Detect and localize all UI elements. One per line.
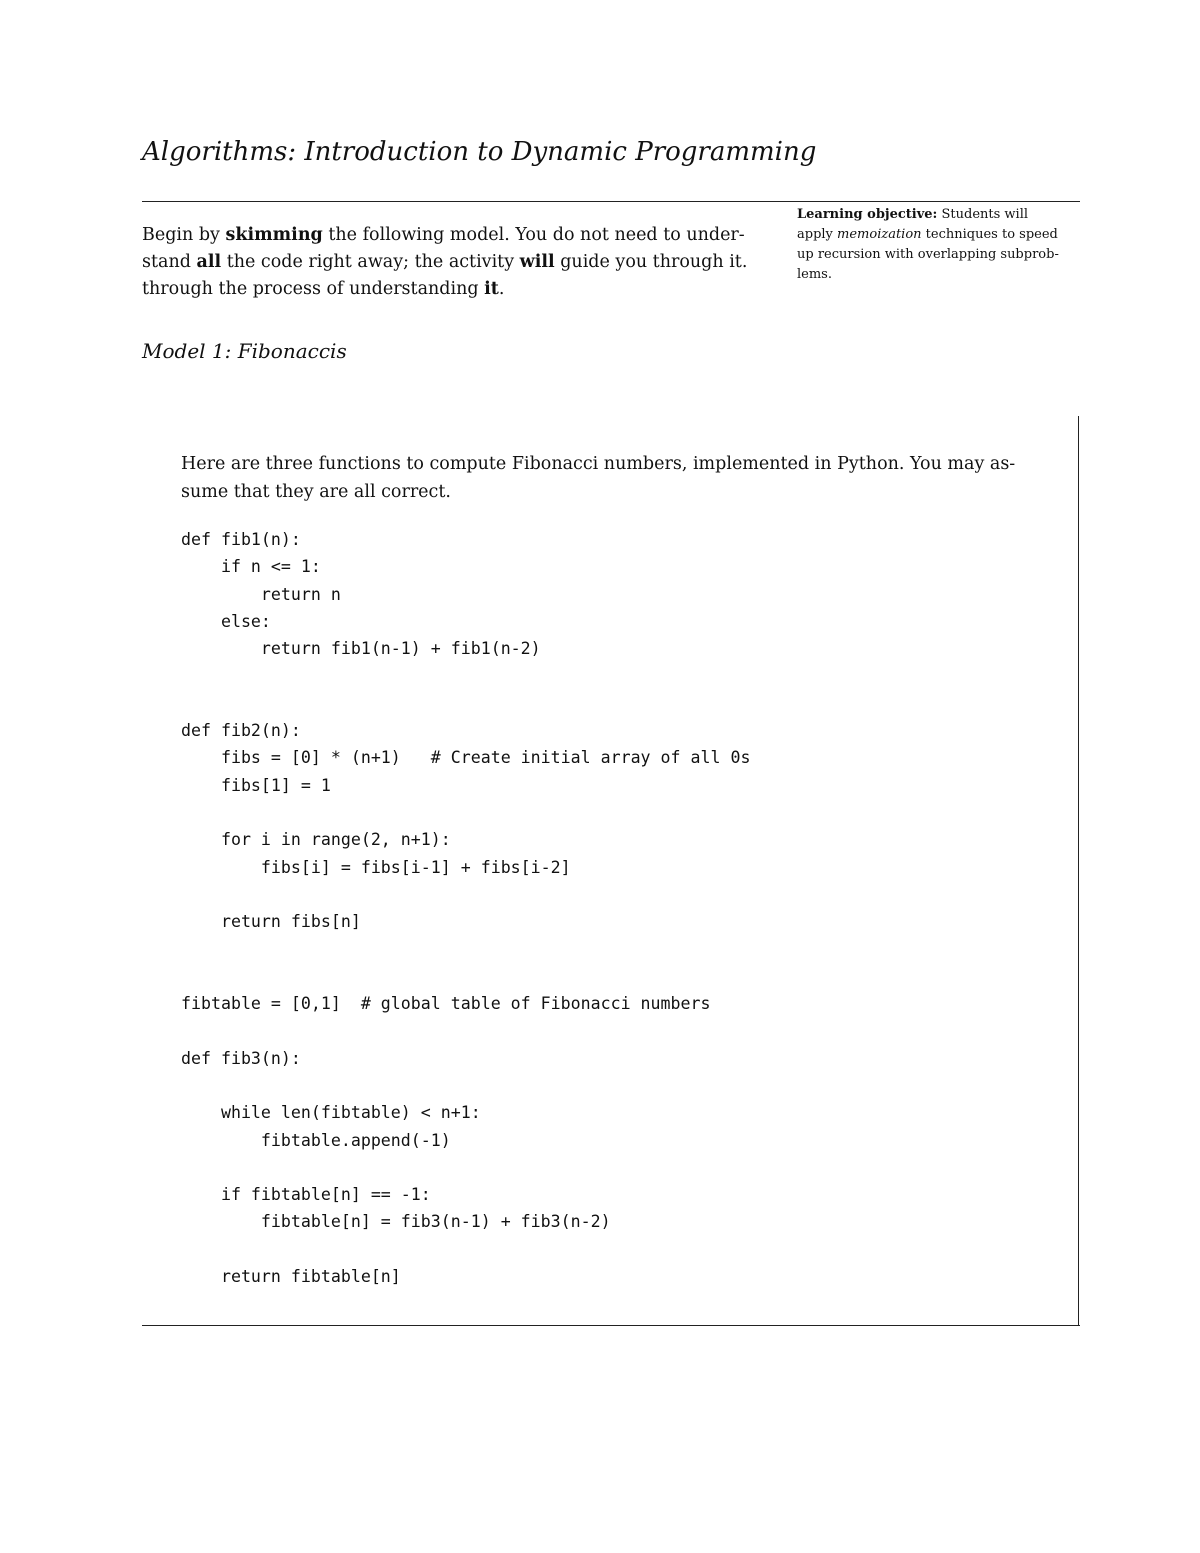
sidenote-line-1 [797, 205, 1082, 225]
code-line: while len(fibtable) < n+1: [181, 1103, 481, 1123]
intro-text: the following model. You do not need to under- [322, 225, 745, 245]
sidenote-line-3: up recursion with overlapping subprob- [797, 247, 1059, 262]
code-line [181, 799, 750, 826]
code-line: return fibs[n] [181, 912, 361, 932]
sidenote-label: Learning objective: [797, 207, 938, 222]
sidenote-line-4: lems. [797, 267, 832, 282]
code-line [181, 881, 750, 908]
code-line: if n <= 1: [181, 557, 321, 577]
model-box-right-border [1078, 416, 1079, 1326]
intro-bold-all: all [196, 252, 222, 272]
intro-bold-will: will [519, 252, 555, 272]
intro-text: the code right away; the activity [221, 252, 520, 272]
code-line [181, 690, 750, 717]
code-line: return fibtable[n] [181, 1267, 401, 1287]
sidenote-text: apply [797, 227, 838, 242]
intro-line-2 [142, 249, 752, 276]
intro-line-1 [142, 222, 752, 249]
intro-text: guide you through it. [554, 252, 748, 272]
model-intro-paragraph [181, 450, 1041, 506]
code-line: def fib3(n): [181, 1048, 301, 1068]
code-line: return n [181, 584, 341, 604]
code-line: if fibtable[n] == -1: [181, 1185, 431, 1205]
code-line: for i in range(2, n+1): [181, 830, 451, 850]
code-line: fibtable = [0,1] # global table of Fibonacci numbers [181, 994, 711, 1014]
code-line [181, 1017, 750, 1044]
intro-text: stand [142, 252, 197, 272]
code-block [181, 526, 750, 1290]
sidenote-emphasis: memoization [837, 227, 922, 242]
model-heading: Model 1: Fibonaccis [142, 339, 347, 363]
intro-text: through the process of understanding [142, 279, 485, 299]
code-line: fibs = [0] * (n+1) # Create initial array of all 0s [181, 748, 751, 768]
code-line: fibs[i] = fibs[i-1] + fibs[i-2] [181, 857, 571, 877]
sidenote-text: Students will [937, 207, 1029, 222]
intro-text: . [498, 279, 505, 299]
sidenote-line-2 [797, 225, 1082, 245]
code-line: return fib1(n-1) + fib1(n-2) [181, 639, 541, 659]
title-divider [142, 201, 1080, 202]
code-line [181, 662, 750, 689]
code-line: else: [181, 611, 271, 631]
model-intro-line-2: sume that they are all correct. [181, 482, 451, 502]
learning-objective-sidenote [797, 205, 1082, 285]
code-line: def fib2(n): [181, 721, 301, 741]
sidenote-text: techniques to speed [921, 227, 1058, 242]
intro-bold-it: it [484, 279, 499, 299]
model-intro-line-1: Here are three functions to compute Fibonacci numbers, implemented in Python. You may as- [181, 454, 1016, 474]
model-box-bottom-border [142, 1325, 1080, 1326]
code-line [181, 1236, 750, 1263]
code-line [181, 963, 750, 990]
code-line: fibs[1] = 1 [181, 775, 331, 795]
intro-text: Begin by [142, 225, 226, 245]
code-line: def fib1(n): [181, 530, 301, 549]
code-line [181, 935, 750, 962]
page-title: Algorithms: Introduction to Dynamic Programming [142, 137, 817, 167]
code-line: fibtable.append(-1) [181, 1130, 451, 1150]
intro-bold-skimming: skimming [225, 225, 323, 245]
intro-line-3 [142, 276, 752, 303]
code-line [181, 1154, 750, 1181]
code-line: fibtable[n] = fib3(n-1) + fib3(n-2) [181, 1212, 611, 1232]
code-line [181, 1072, 750, 1099]
intro-paragraph [142, 222, 752, 303]
